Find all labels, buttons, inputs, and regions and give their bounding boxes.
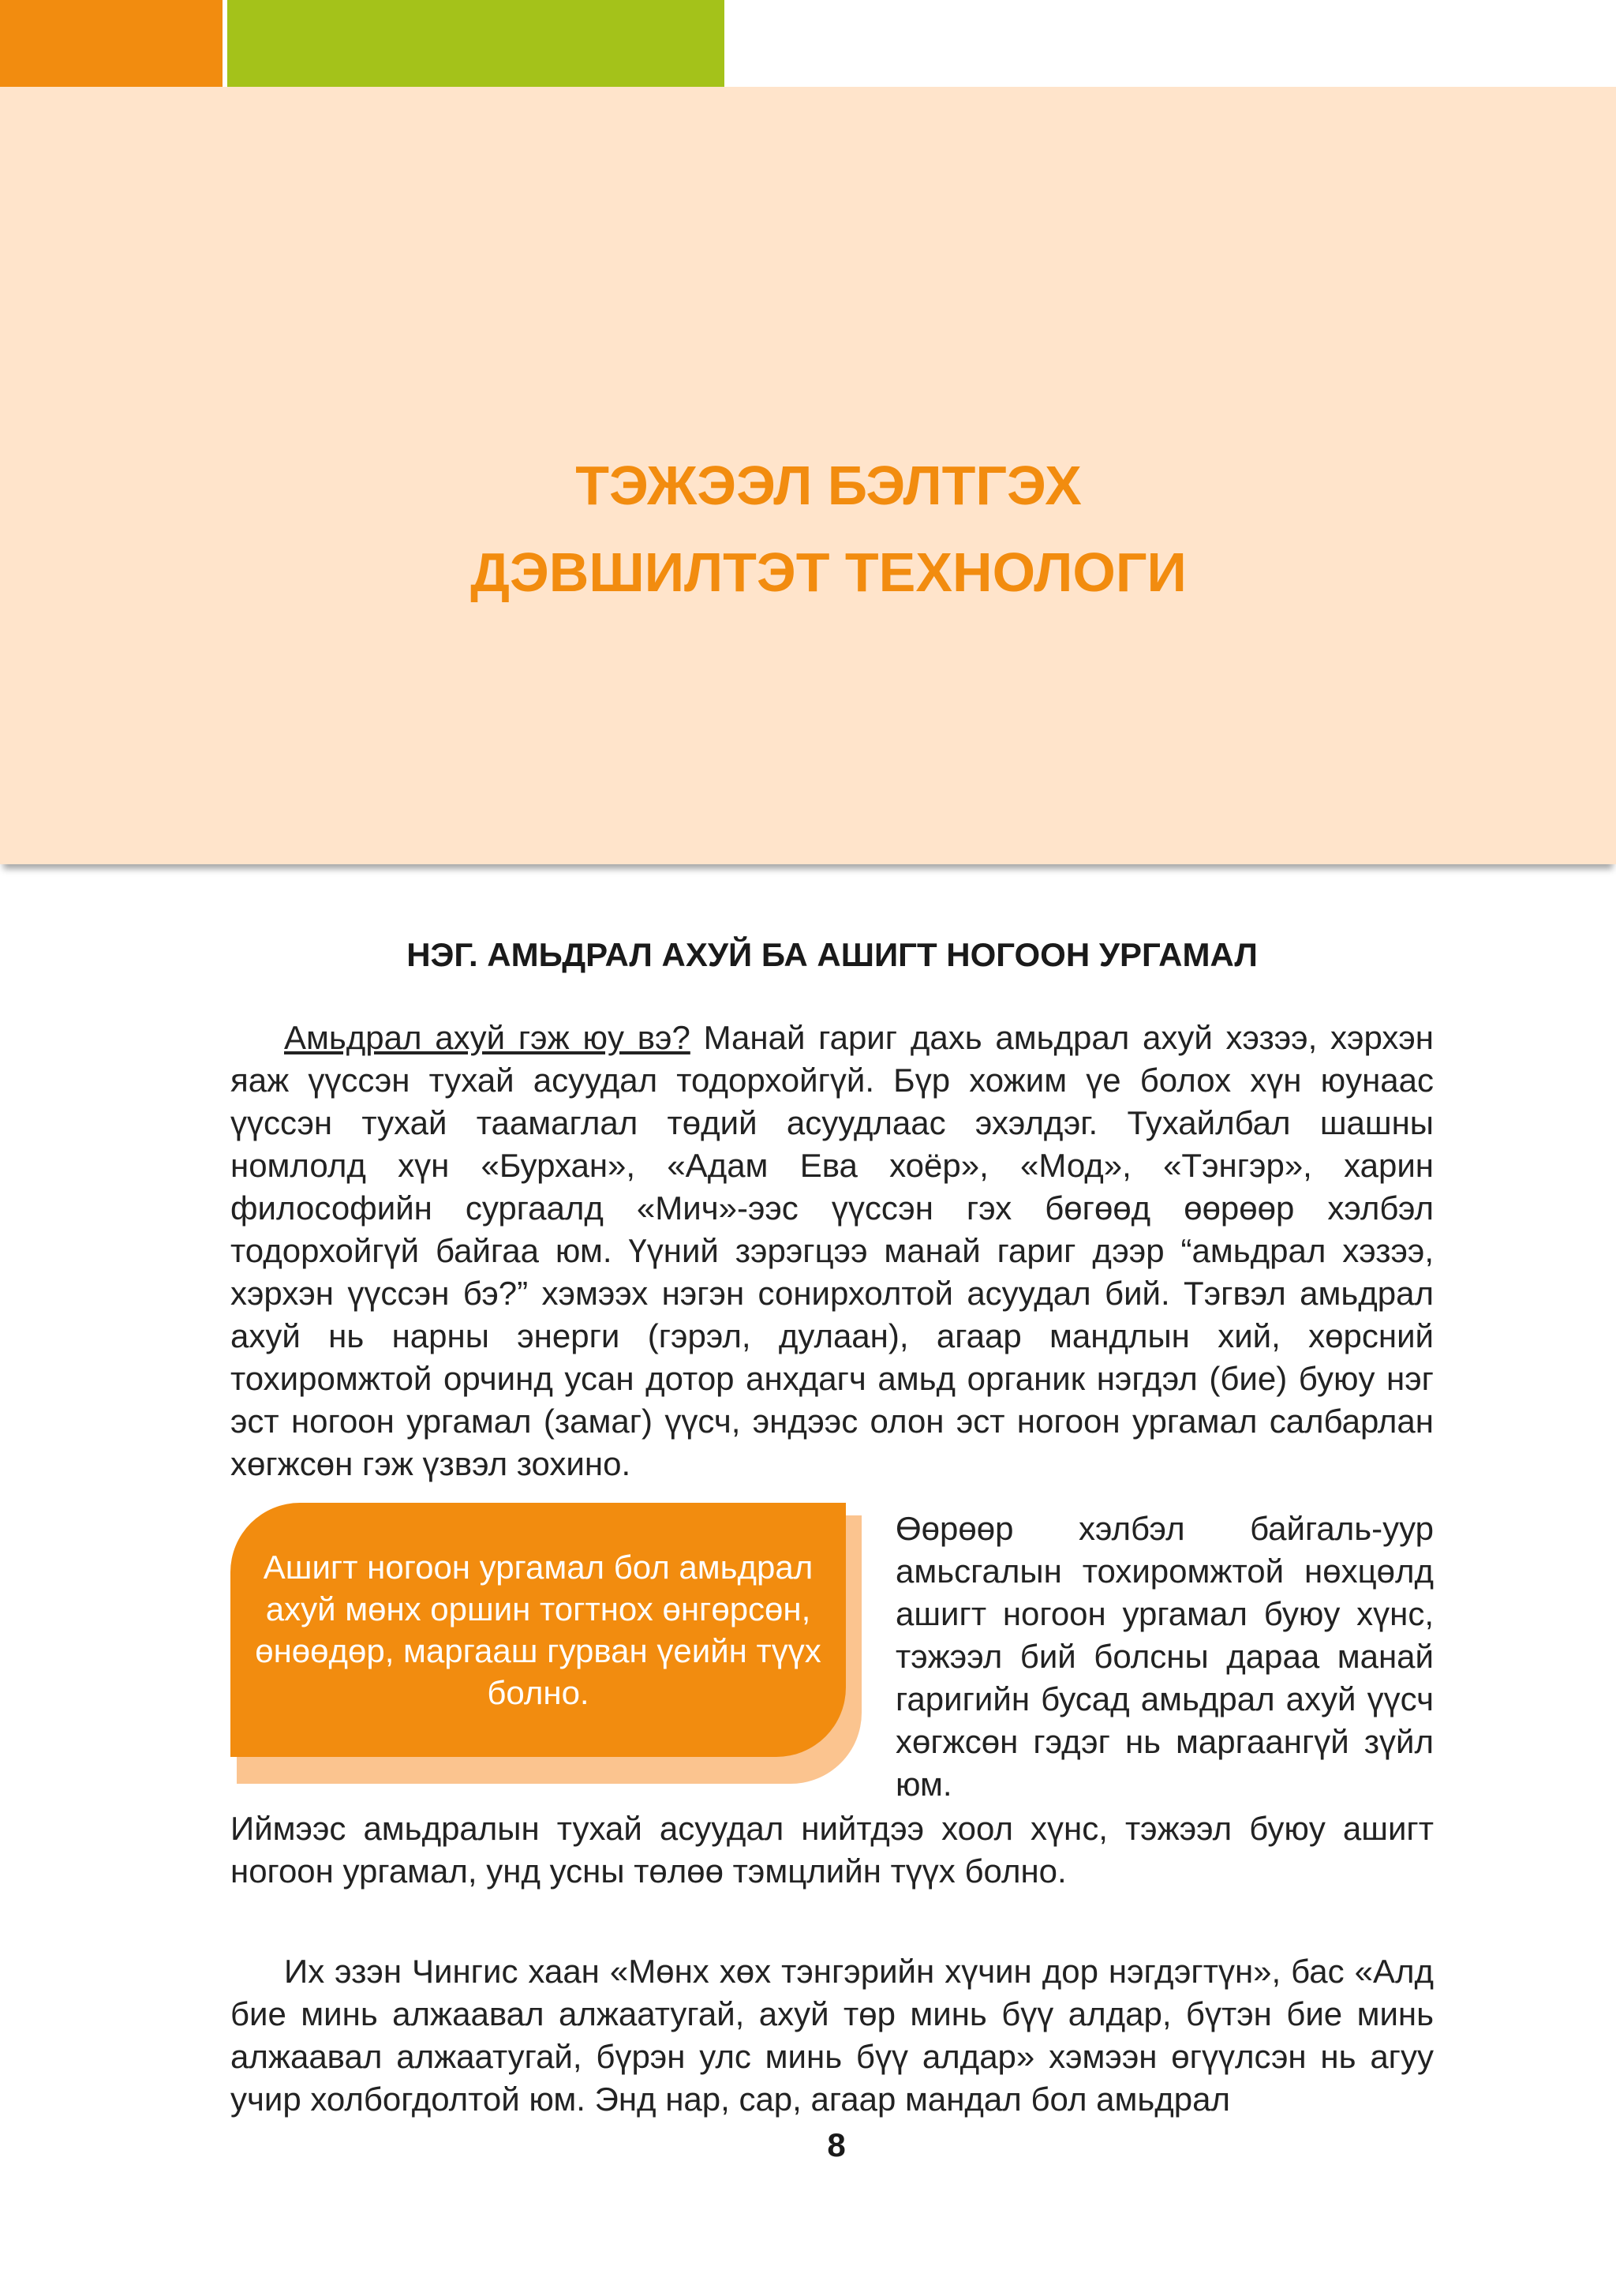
orange-corner-tab xyxy=(0,0,223,87)
callout-box xyxy=(230,1503,846,1757)
paragraph-2-continuation: Иймээс амьдралын тухай асуудал нийтдээ хоол хүнс, тэжээл буюу ашигт ногоон ургамал, унд усны төлөө тэмцлийн түүх болно. xyxy=(230,1810,1434,1890)
chapter-banner xyxy=(0,87,1616,864)
paragraph-1-question: Амьдрал ахуй гэж юу вэ? xyxy=(284,1019,690,1056)
chapter-title-line-2: ДЭВШИЛТЭТ ТЕХНОЛОГИ xyxy=(470,541,1187,603)
page-number: 8 xyxy=(827,2126,846,2163)
wrap-column-text: Өөрөөр хэлбэл байгаль-уур амьсгалын тохиромжтой нөхцөлд ашигт ногоон ургамал буюу хүнс, тэжээл бий болсны дараа манай гаригийн бусад амьдрал ахуй үүсч хөгжсөн гэдэг нь маргаангүй зүйл юм. xyxy=(896,1510,1434,1803)
callout-text: Ашигт ногоон ургамал бол амьдрал ахуй мөнх оршин тогтнох өнгөрсөн, өнөөдөр, маргааш гурван үеийн түүх болно. xyxy=(255,1549,821,1711)
chapter-title-line-1: ТЭЖЭЭЛ БЭЛТГЭХ xyxy=(575,455,1082,516)
paragraph-1 xyxy=(230,1017,1434,1485)
green-corner-tab xyxy=(227,0,724,87)
section-heading: НЭГ. АМЬДРАЛ АХУЙ БА АШИГТ НОГООН УРГАМАЛ xyxy=(406,936,1258,973)
paragraph-3: Их эзэн Чингис хаан «Мөнх хөх тэнгэрийн хүчин дор нэгдэгтүн», бас «Алд бие минь алжаавал алжаатугай, ахуй төр минь бүү алдар, бүтэн бие минь алжаавал алжаатугай, бүрэн улс минь бүү алдар» хэмээн өгүүлсэн нь агуу учир холбогдолтой юм. Энд нар, сар, агаар мандал бол амьдрал xyxy=(230,1953,1434,2118)
paragraph-1-body: Манай гариг дахь амьдрал ахуй хэзээ, хэрхэн яаж үүссэн тухай асуудал тодорхойгүй. Бүр хожим үе болох хүн юунаас үүссэн тухай таамаглал төдий асуудлаас эхэлдэг. Тухайлбал шашны номлолд хүн «Бурхан», «Адам Ева хоёр», «Мод», «Тэнгэр», харин философийн сургаалд «Мич»-ээс үүссэн гэх бөгөөд өөрөөр хэлбэл тодорхойгүй байгаа юм. Үүний зэрэгцээ манай гариг дээр “амьдрал хэзээ, хэрхэн үүссэн бэ?” хэмээх нэгэн сонирхолтой асуудал бий. Тэгвэл амьдрал ахуй нь нарны энерги (гэрэл, дулаан), агаар мандлын хий, хөрсний тохиромжтой орчинд усан дотор анхдагч амьд органик нэгдэл (бие) буюу нэг эст ногоон ургамал (замаг) үүсч, эндээс олон эст ногоон ургамал салбарлан хөгжсөн гэж үзвэл зохино. xyxy=(230,1019,1434,1482)
chapter-title xyxy=(0,442,1616,616)
